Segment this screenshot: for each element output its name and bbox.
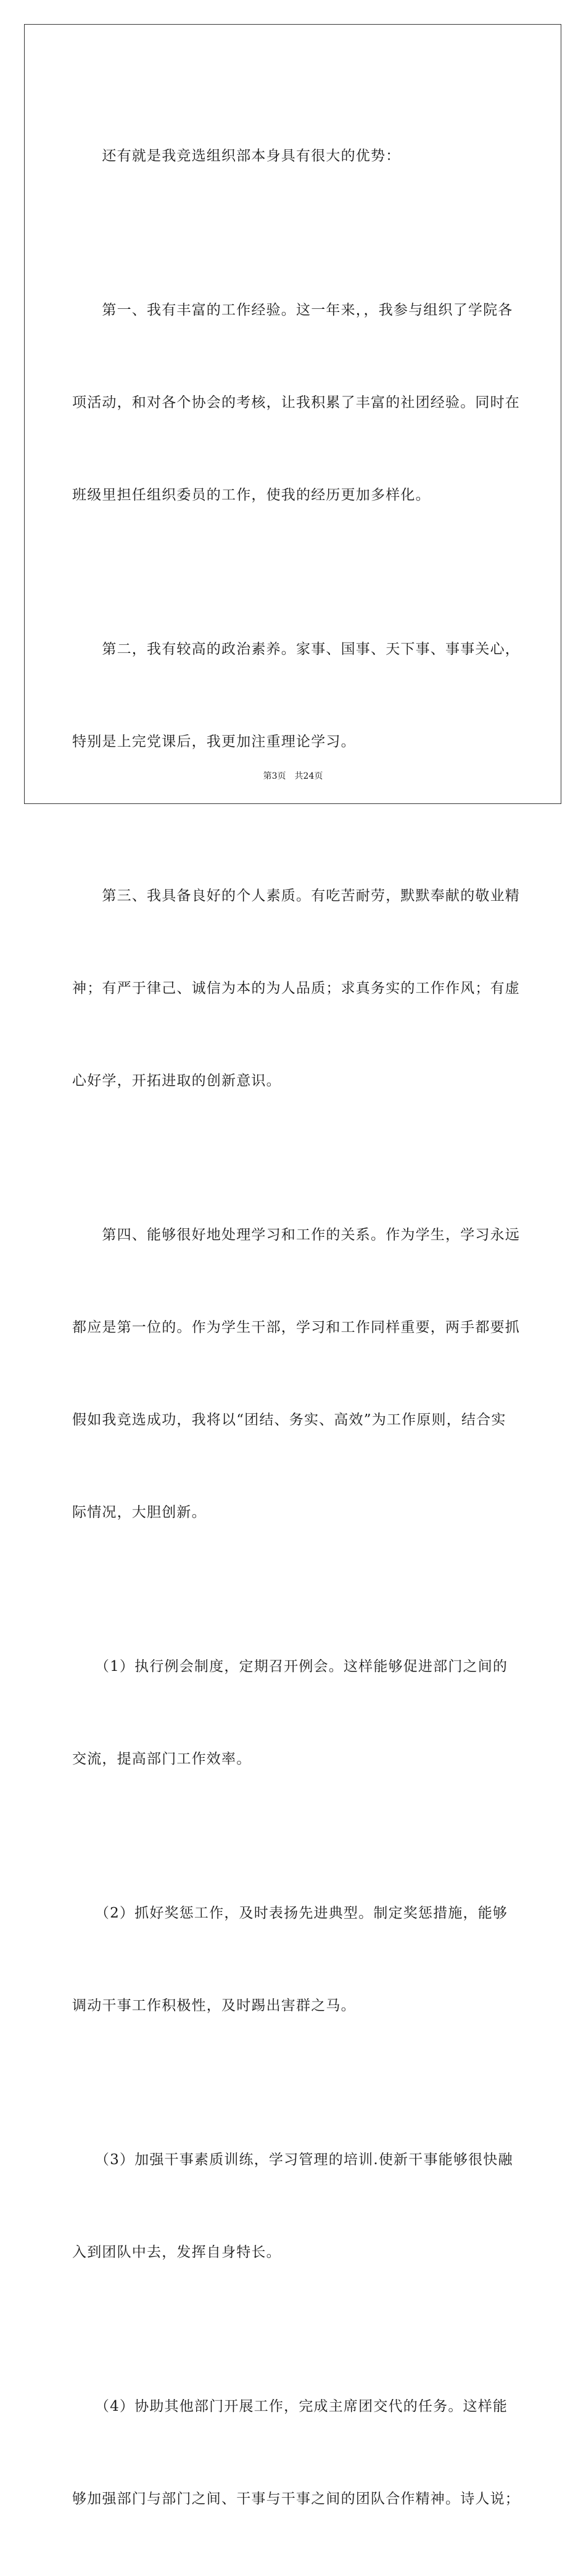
text-line: （1）执行例会制度，定期召开例会。这样能够促进部门之间的 [72,1659,508,1675]
text-line: 第二，我有较高的政治素养。家事、国事、天下事、事事关心， [72,641,520,657]
text-line: 班级里担任组织委员的工作，使我的经历更加多样化。 [72,487,431,503]
text-line: 够加强部门与部门之间、干事与干事之间的团队合作精神。诗人说； [72,2491,520,2507]
text-line: （2）抓好奖惩工作，及时表扬先进典型。制定奖惩措施，能够 [72,1905,508,1921]
text-line: 项活动，和对各个协会的考核，让我积累了丰富的社团经验。同时在 [72,395,520,411]
text-line: 调动干事工作积极性，及时踢出害群之马。 [72,1998,356,2014]
total-unit: 页 [314,771,323,781]
text-line: （4）协助其他部门开展工作，完成主席团交代的任务。这样能 [72,2398,508,2414]
text-line: 特别是上完党课后，我更加注重理论学习。 [72,734,356,750]
page-label: 第 [263,771,272,781]
paragraph-item-1 [72,1589,514,1836]
page-unit: 页 [277,771,286,781]
text-line: 交流，提高部门工作效率。 [72,1751,252,1767]
paragraph-fourth-point [72,1158,520,1589]
text-line: （3）加强干事素质训练，学习管理的培训.使新干事能够很快融 [72,2152,513,2168]
total-pages: 24 [303,771,315,781]
text-line: 际情况，大胆创新。 [72,1504,207,1520]
text-line: 都应是第一位的。作为学生干部，学习和工作同样重要，两手都要抓 [72,1319,520,1335]
paragraph-third-point [72,819,520,1158]
paragraph-advantages-intro [72,79,514,233]
text-line: 第一、我有丰富的工作经验。这一年来，，我参与组织了学院各 [72,302,513,318]
paragraph-second-point [72,572,520,819]
document-body [72,79,520,2576]
page-number: 3 [271,771,278,781]
text-line: 假如我竞选成功，我将以“团结、务实、高效”为工作原则，结合实 [72,1412,506,1428]
paragraph-first-point [72,233,520,572]
text-line: 第三、我具备良好的个人素质。有吃苦耐劳，默默奉献的敬业精 [72,888,520,904]
text-line: 第四、能够很好地处理学习和工作的关系。作为学生，学习永远 [72,1227,520,1243]
paragraph-item-3 [72,2083,514,2329]
total-label: 共 [294,771,303,781]
page-footer [0,769,586,782]
paragraph-item-4 [72,2329,520,2576]
text-line: 心好学，开拓进取的创新意识。 [72,1073,281,1089]
text-line: 入到团队中去，发挥自身特长。 [72,2244,281,2260]
paragraph-item-2 [72,1836,514,2083]
text-line: 神；有严于律己、诚信为本的为人品质；求真务实的工作作风；有虚 [72,980,520,996]
text-line: 还有就是我竞选组织部本身具有很大的优势： [72,148,401,164]
